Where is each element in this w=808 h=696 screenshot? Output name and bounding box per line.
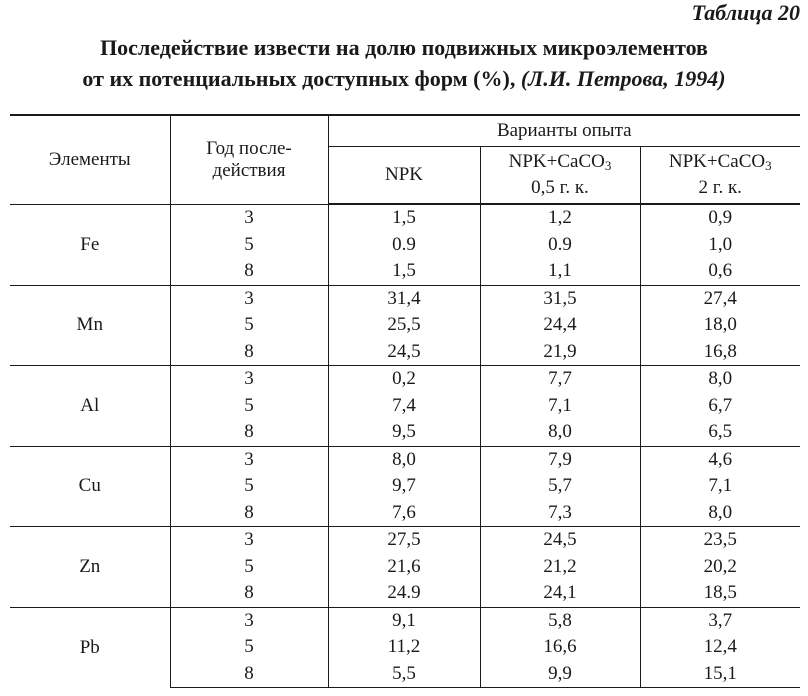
table-number: Таблица 20 xyxy=(691,0,800,25)
npk-cell: 7,4 xyxy=(328,393,480,420)
npk-caco3-2-cell: 0,6 xyxy=(708,260,733,282)
npk-caco3-05-cell: 21,9 xyxy=(480,339,640,366)
npk-caco3-2-cell: 8,0 xyxy=(640,366,800,393)
npk-cell: 24,5 xyxy=(328,339,480,366)
year-cell: 3 xyxy=(170,446,328,473)
npk-caco3-2-cell: 15,1 xyxy=(640,661,800,688)
header-npk-caco3-05 xyxy=(480,147,640,205)
npk-cell: 9,5 xyxy=(328,419,480,446)
header-year xyxy=(170,115,328,204)
table-body xyxy=(10,204,800,688)
year-cell: 5 xyxy=(170,554,328,581)
year-cell: 8 xyxy=(170,500,328,527)
year-cell: 5 xyxy=(170,312,328,339)
npk-caco3-05-cell: 5,7 xyxy=(480,473,640,500)
npk-caco3-2-cell: 27,4 xyxy=(640,285,800,312)
npk-cell: 21,6 xyxy=(328,554,480,581)
table-row xyxy=(10,527,800,554)
npk-caco3-2-cell: 8,0 xyxy=(708,501,733,523)
npk-cell: 31,4 xyxy=(328,285,480,312)
npk-caco3-05-cell: 1,2 xyxy=(480,204,640,232)
npk-caco3-2-cell: 6,7 xyxy=(708,394,733,416)
element-cell: Mn xyxy=(10,285,170,366)
year-cell: 3 xyxy=(170,204,328,232)
year-cell: 8 xyxy=(170,339,328,366)
element-cell: Cu xyxy=(10,446,170,527)
npk-cell: 5,5 xyxy=(328,661,480,688)
npk-caco3-2-cell: 7,1 xyxy=(708,475,733,497)
title-line-1: Последействие извести на долю подвижных микроэлементов xyxy=(100,35,708,60)
npk-cell: 25,5 xyxy=(328,312,480,339)
element-cell: Pb xyxy=(10,607,170,688)
header-npk-caco3-2 xyxy=(640,147,800,205)
year-cell: 8 xyxy=(170,419,328,446)
npk-caco3-05-cell: 7,7 xyxy=(480,366,640,393)
year-cell: 5 xyxy=(170,393,328,420)
title-author: (Л.И. Петрова, 1994) xyxy=(520,66,726,91)
year-cell: 5 xyxy=(170,634,328,661)
table-row xyxy=(10,607,800,634)
year-cell: 5 xyxy=(170,473,328,500)
npk-caco3-05-cell: 24,4 xyxy=(480,312,640,339)
npk-caco3-2-cell: 3,7 xyxy=(640,607,800,634)
npk-cell: 11,2 xyxy=(328,634,480,661)
year-cell: 3 xyxy=(170,366,328,393)
header-elements: Элементы xyxy=(10,115,170,204)
npk-cell: 24.9 xyxy=(328,580,480,607)
header-npk-caco3-2-dose: 2 г. к. xyxy=(698,177,742,198)
npk-caco3-2-cell: 18,0 xyxy=(703,314,737,336)
npk-caco3-2-cell: 6,5 xyxy=(708,421,733,443)
npk-caco3-05-cell: 31,5 xyxy=(480,285,640,312)
npk-caco3-2-cell: 0,9 xyxy=(640,204,800,232)
table-row xyxy=(10,285,800,312)
npk-caco3-05-cell: 7,9 xyxy=(480,446,640,473)
npk-cell: 8,0 xyxy=(328,446,480,473)
npk-caco3-2-cell: 16,8 xyxy=(703,340,737,362)
npk-cell: 1,5 xyxy=(328,204,480,232)
header-npk-caco3-05-formula: NPK+CaCO$_3$ xyxy=(508,151,612,173)
npk-caco3-05-cell: 24,5 xyxy=(480,527,640,554)
npk-caco3-2-cell: 20,2 xyxy=(703,555,737,577)
npk-cell: 1,5 xyxy=(328,258,480,285)
data-table xyxy=(10,114,800,688)
year-cell: 3 xyxy=(170,527,328,554)
npk-caco3-05-cell: 5,8 xyxy=(480,607,640,634)
npk-cell: 9,7 xyxy=(328,473,480,500)
year-cell: 3 xyxy=(170,607,328,634)
table-row xyxy=(10,204,800,232)
year-cell: 3 xyxy=(170,285,328,312)
npk-cell: 0.9 xyxy=(328,232,480,259)
npk-caco3-05-cell: 24,1 xyxy=(480,580,640,607)
year-cell: 8 xyxy=(170,258,328,285)
npk-caco3-2-cell: 23,5 xyxy=(640,527,800,554)
npk-caco3-05-cell: 7,3 xyxy=(480,500,640,527)
npk-caco3-05-cell: 1,1 xyxy=(480,258,640,285)
npk-cell: 9,1 xyxy=(328,607,480,634)
npk-caco3-05-cell: 7,1 xyxy=(480,393,640,420)
element-cell: Fe xyxy=(10,204,170,285)
npk-caco3-2-cell: 4,6 xyxy=(640,446,800,473)
table-row xyxy=(10,446,800,473)
npk-caco3-05-cell: 16,6 xyxy=(480,634,640,661)
title-line-2-main: от их потенциальных доступных форм (%), xyxy=(82,66,521,91)
year-cell: 8 xyxy=(170,661,328,688)
header-year-line-1: Год после- xyxy=(206,137,292,159)
header-npk: NPK xyxy=(328,147,480,205)
table-title xyxy=(0,32,808,94)
npk-caco3-2-cell: 12,4 xyxy=(703,636,737,658)
title-line-2 xyxy=(0,63,808,94)
npk-caco3-05-cell: 8,0 xyxy=(480,419,640,446)
element-cell: Zn xyxy=(10,527,170,608)
npk-cell: 27,5 xyxy=(328,527,480,554)
header-npk-caco3-05-dose: 0,5 г. к. xyxy=(531,177,589,198)
npk-caco3-2-cell: 18,5 xyxy=(703,582,737,604)
npk-caco3-05-cell: 0.9 xyxy=(480,232,640,259)
year-cell: 8 xyxy=(170,580,328,607)
npk-cell: 7,6 xyxy=(328,500,480,527)
npk-caco3-2-cell: 1,0 xyxy=(708,233,733,255)
element-cell: Al xyxy=(10,366,170,447)
header-year-line-2: действия xyxy=(212,159,286,181)
year-cell: 5 xyxy=(170,232,328,259)
npk-cell: 0,2 xyxy=(328,366,480,393)
header-npk-caco3-2-formula: NPK+CaCO$_3$ xyxy=(668,151,772,173)
header-variants: Варианты опыта xyxy=(328,115,800,147)
npk-caco3-05-cell: 21,2 xyxy=(480,554,640,581)
table-row xyxy=(10,366,800,393)
npk-caco3-05-cell: 9,9 xyxy=(480,661,640,688)
